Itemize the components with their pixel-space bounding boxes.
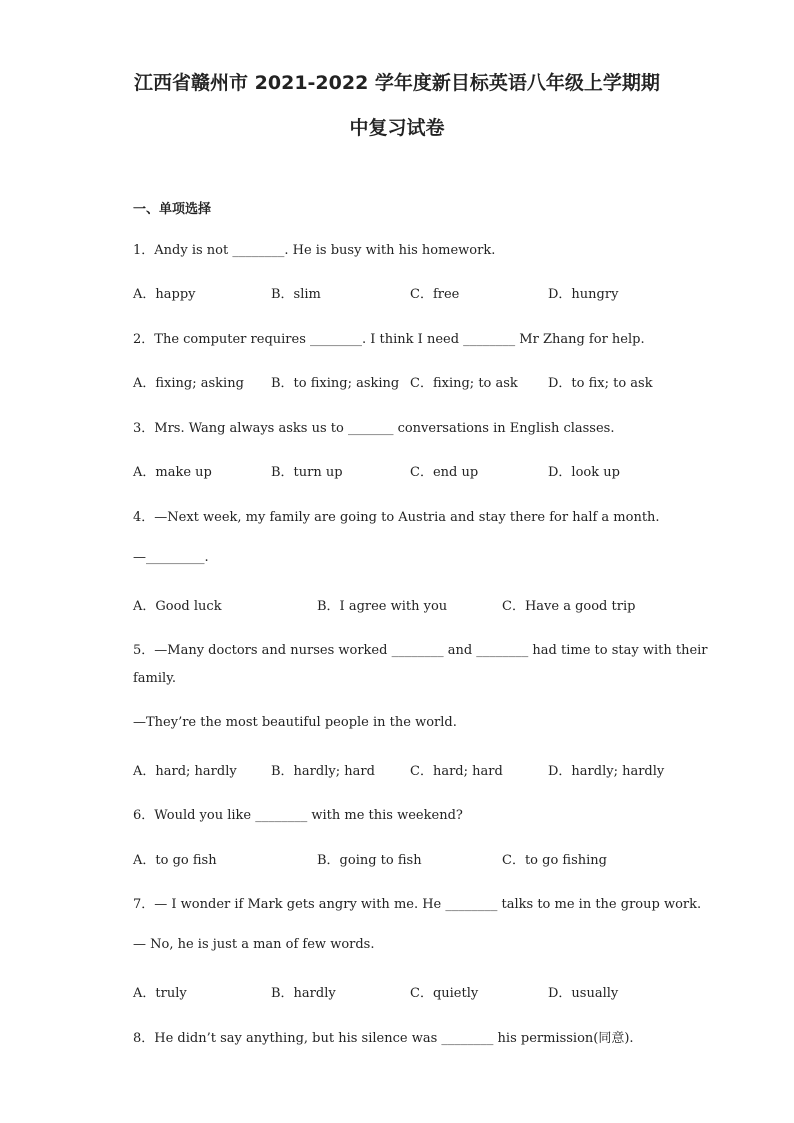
q7-option-b: B．hardly xyxy=(271,986,336,1001)
q6-option-b: B．going to fish xyxy=(317,853,422,868)
q1-option-b: B．slim xyxy=(271,287,321,302)
q3-option-d: D．look up xyxy=(548,465,620,480)
q5-option-a: A．hard; hardly xyxy=(133,764,237,779)
question-4-stem: 4．—Next week, my family are going to Austria and stay there for half a month. xyxy=(133,510,660,525)
question-3-stem: 3．Mrs. Wang always asks us to _______ conversations in English classes. xyxy=(133,421,615,436)
q7-option-a: A．truly xyxy=(133,986,187,1001)
q1-option-a: A．happy xyxy=(133,287,196,302)
question-8-stem: 8．He didn’t say anything, but his silence was ________ his permission(同意). xyxy=(133,1031,634,1046)
question-7-reply: — No, he is just a man of few words. xyxy=(133,937,375,952)
question-5-stem-cont: family. xyxy=(133,671,176,686)
question-5-reply: —They’re the most beautiful people in the world. xyxy=(133,715,457,730)
q4-option-c: C．Have a good trip xyxy=(502,599,636,614)
q3-option-b: B．turn up xyxy=(271,465,343,480)
q5-option-b: B．hardly; hard xyxy=(271,764,375,779)
q4-option-a: A．Good luck xyxy=(133,599,222,614)
section-heading: 一、单项选择 xyxy=(133,202,212,217)
q3-option-c: C．end up xyxy=(410,465,479,480)
question-2-stem: 2．The computer requires ________. I think I need ________ Mr Zhang for help. xyxy=(133,332,645,347)
question-4-reply: —_________. xyxy=(133,550,209,565)
q1-option-d: D．hungry xyxy=(548,287,619,302)
q2-option-a: A．fixing; asking xyxy=(133,376,244,391)
q7-option-c: C．quietly xyxy=(410,986,479,1001)
q5-option-c: C．hard; hard xyxy=(410,764,503,779)
question-1-stem: 1．Andy is not ________. He is busy with his homework. xyxy=(133,243,496,258)
q2-option-b: B．to fixing; asking xyxy=(271,376,400,391)
q3-option-a: A．make up xyxy=(133,465,212,480)
q7-option-d: D．usually xyxy=(548,986,619,1001)
q2-option-c: C．fixing; to ask xyxy=(410,376,518,391)
q5-option-d: D．hardly; hardly xyxy=(548,764,665,779)
question-5-stem: 5．—Many doctors and nurses worked ________ and ________ had time to stay with their xyxy=(133,643,708,658)
q6-option-a: A．to go fish xyxy=(133,853,217,868)
q6-option-c: C．to go fishing xyxy=(502,853,607,868)
document-title-line1: 江西省赣州市 2021-2022 学年度新目标英语八年级上学期期 xyxy=(134,72,660,94)
question-7-stem: 7．— I wonder if Mark gets angry with me. He ________ talks to me in the group work. xyxy=(133,897,702,912)
q4-option-b: B．I agree with you xyxy=(317,599,448,614)
document-title-line2: 中复习试卷 xyxy=(349,117,445,139)
q2-option-d: D．to fix; to ask xyxy=(548,376,653,391)
question-6-stem: 6．Would you like ________ with me this weekend? xyxy=(133,808,463,823)
q1-option-c: C．free xyxy=(410,287,460,302)
